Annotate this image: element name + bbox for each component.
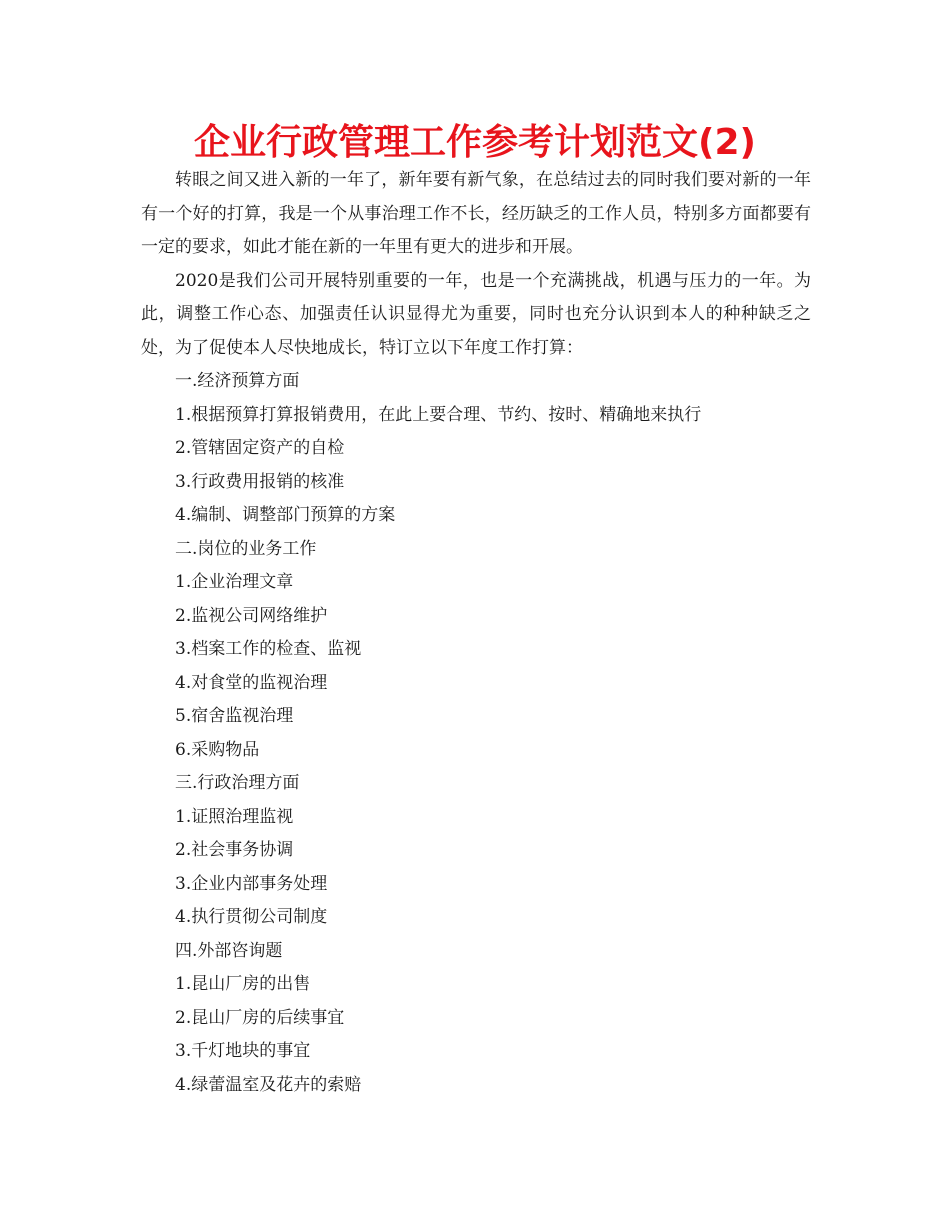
list-item: 3.千灯地块的事宜	[175, 1041, 311, 1061]
list-item: 3.企业内部事务处理	[175, 873, 328, 894]
list-item: 5.宿舍监视治理	[175, 706, 294, 726]
list-item: 1.证照治理监视	[175, 806, 294, 827]
section-heading-administration: 三.行政治理方面	[175, 773, 300, 793]
list-item: 1.企业治理文章	[175, 572, 294, 592]
list-item: 2.管辖固定资产的自检	[175, 438, 345, 458]
context-paragraph: 2020是我们公司开展特别重要的一年，也是一个充满挑战，机遇与压力的一年。为此，调整工作心态、加强责任认识显得尤为重要，同时也充分认识到本人的种种缺乏之处，为了促使本人尽快地成长，特订立以下年度工作打算：	[141, 270, 811, 358]
list-item: 1.根据预算打算报销费用，在此上要合理、节约、按时、精确地来执行	[175, 404, 702, 425]
list-item: 1.昆山厂房的出售	[175, 974, 311, 994]
list-item: 3.行政费用报销的核准	[175, 471, 345, 492]
section-heading-job-duties: 二.岗位的业务工作	[175, 538, 317, 559]
list-item: 2.社会事务协调	[175, 840, 294, 860]
list-item: 4.绿蕾温室及花卉的索赔	[175, 1074, 362, 1095]
list-item: 4.编制、调整部门预算的方案	[175, 505, 396, 525]
list-item: 4.执行贯彻公司制度	[175, 907, 328, 927]
section-heading-economic-budget: 一.经济预算方面	[175, 371, 300, 391]
list-item: 3.档案工作的检查、监视	[175, 639, 362, 659]
list-item: 2.昆山厂房的后续事宜	[175, 1007, 345, 1028]
list-item: 6.采购物品	[175, 739, 260, 760]
intro-paragraph: 转眼之间又进入新的一年了，新年要有新气象，在总结过去的同时我们要对新的一年有一个好的打算，我是一个从事治理工作不长，经历缺乏的工作人员，特别多方面都要有一定的要求，如此才能在新的一年里有更大的进步和开展。	[141, 170, 811, 257]
list-item: 4.对食堂的监视治理	[175, 672, 328, 693]
document-title: 企业行政管理工作参考计划范文(2)	[194, 122, 756, 163]
list-item: 2.监视公司网络维护	[175, 605, 328, 626]
section-heading-external-issues: 四.外部咨询题	[175, 940, 283, 961]
document-body	[141, 164, 811, 1102]
